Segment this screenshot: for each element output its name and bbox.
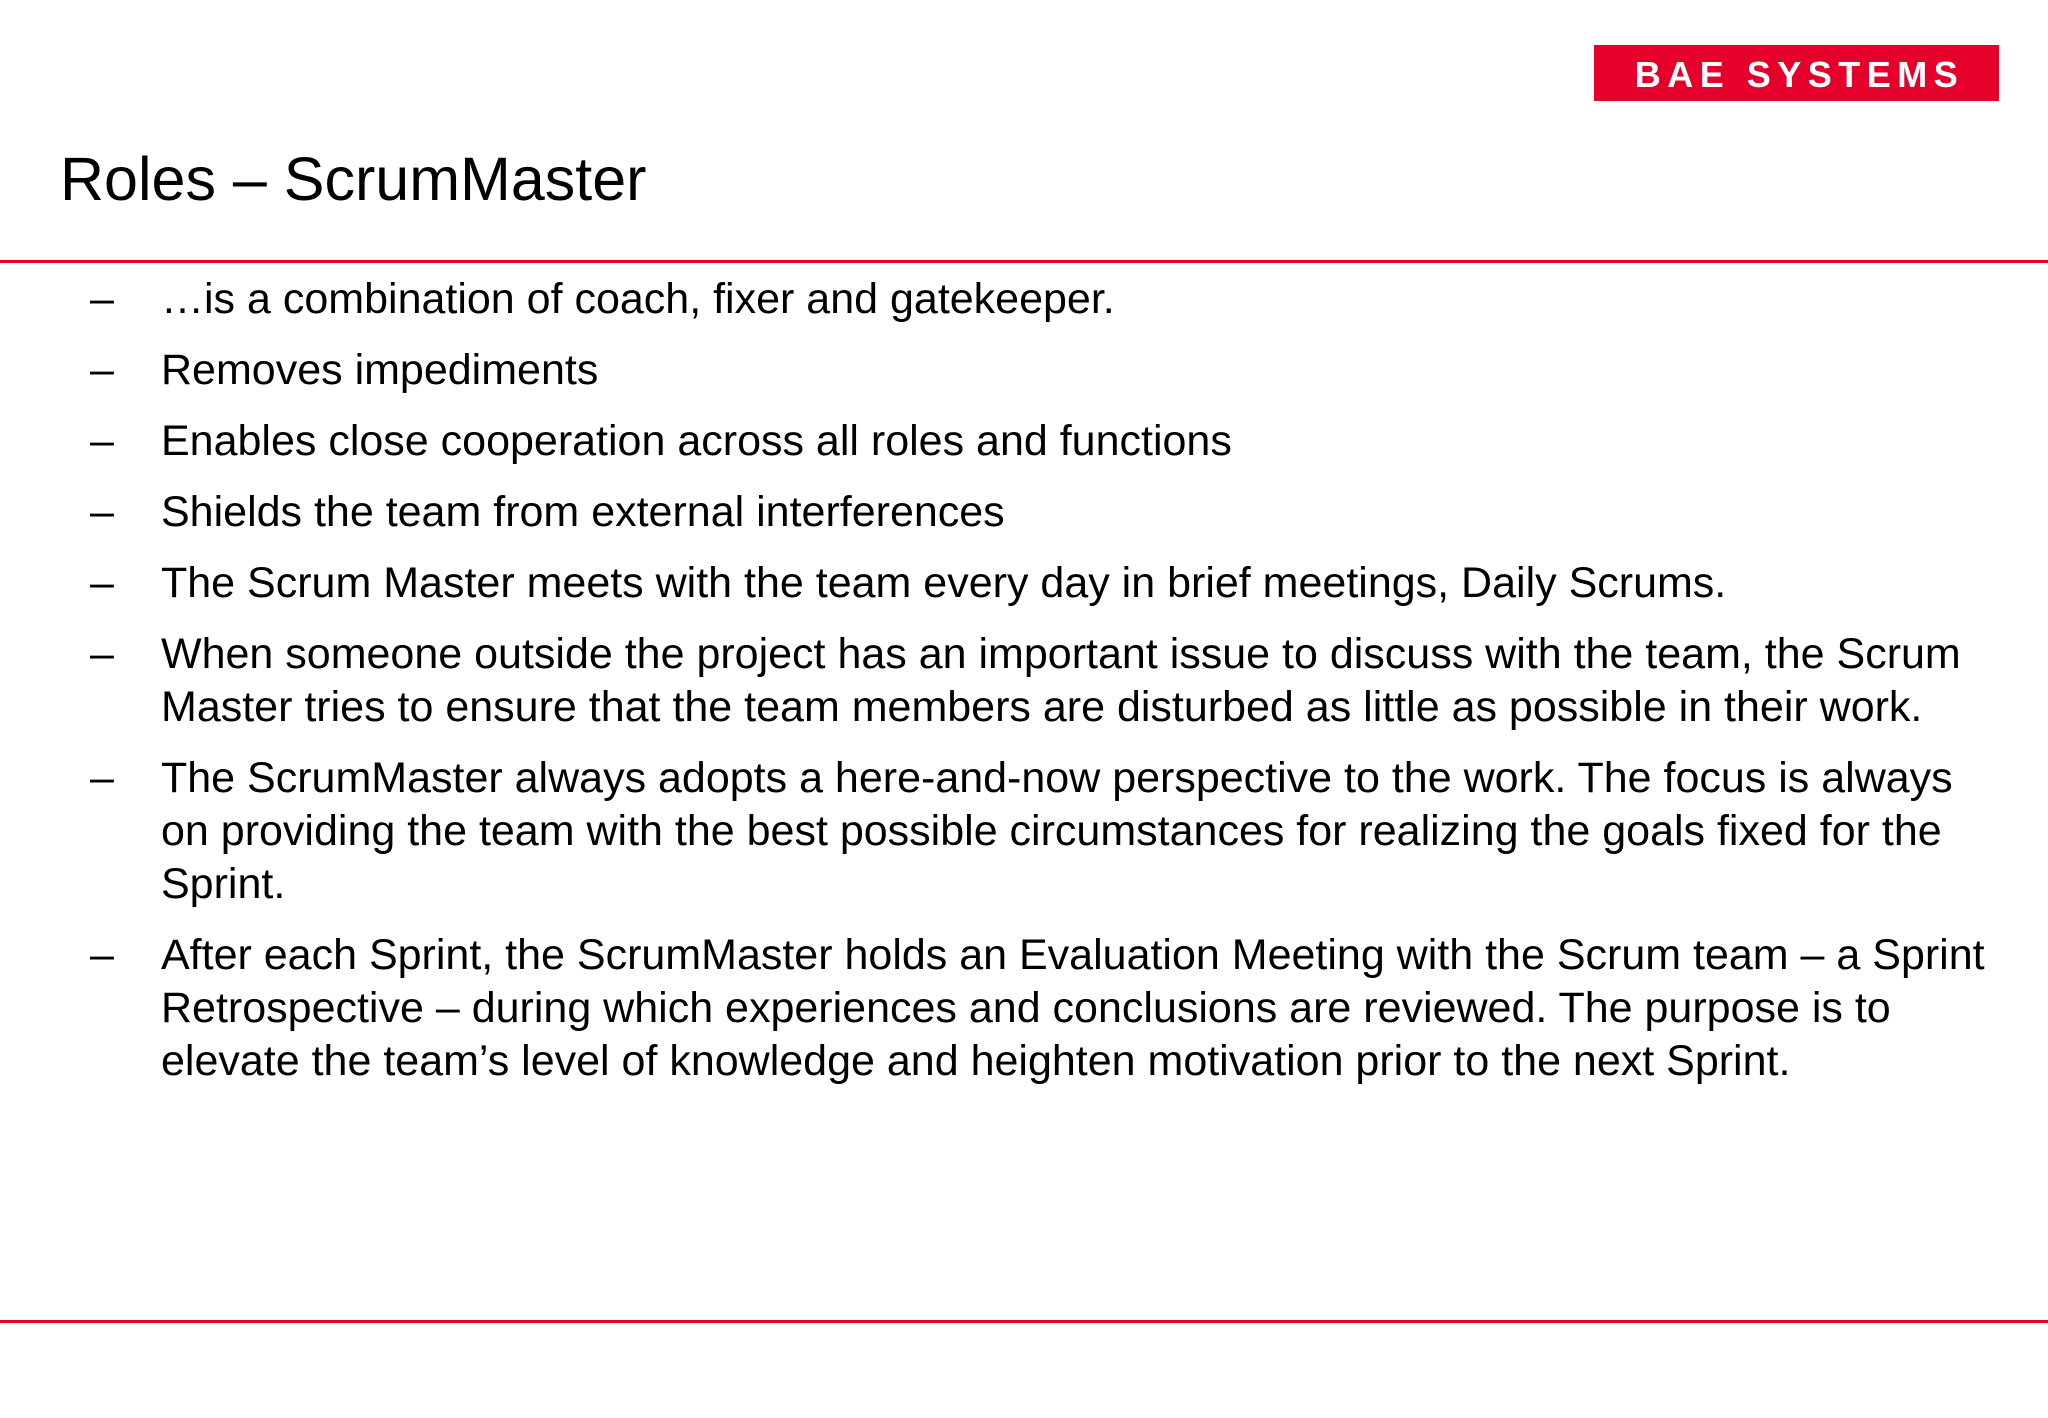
bullet-text: Removes impediments: [161, 346, 599, 394]
bullet-dash: –: [90, 346, 114, 394]
bullet-item: [90, 486, 1990, 539]
footer-area: [0, 1323, 2048, 1418]
bullet-text: …is a combination of coach, fixer and gatekeeper.: [161, 275, 1115, 323]
bullet-item: [90, 929, 1990, 1088]
bullet-item: [90, 273, 1990, 326]
bullet-text: When someone outside the project has an important issue to discuss with the team, the Scrum Master tries to ensure that the team members are disturbed as little as possible in their work.: [161, 630, 1961, 731]
bae-systems-logo: [1594, 45, 1999, 101]
bullet-text: After each Sprint, the ScrumMaster holds an Evaluation Meeting with the Scrum team – a Sprint Retrospective – during which experiences and conclusions are reviewed. The purpose is to elevate the team’s level of knowledge and heighten motivation prior to the next Sprint.: [161, 931, 1985, 1085]
bullet-item: [90, 752, 1990, 911]
slide-title: Roles – ScrumMaster: [60, 145, 647, 213]
bullet-dash: –: [90, 417, 114, 465]
bullet-dash: –: [90, 488, 114, 536]
bullet-dash: –: [90, 931, 114, 979]
bullet-dash: –: [90, 559, 114, 607]
bullet-dash: –: [90, 630, 114, 678]
title-divider: [0, 260, 2048, 263]
bullet-item: [90, 415, 1990, 468]
bullet-text: Enables close cooperation across all roles and functions: [161, 417, 1232, 465]
logo-text: BAE SYSTEMS: [1634, 53, 1965, 95]
bullet-item: [90, 344, 1990, 397]
bullet-text: Shields the team from external interferences: [161, 488, 1005, 536]
bullet-text: The Scrum Master meets with the team every day in brief meetings, Daily Scrums.: [161, 559, 1727, 607]
bullet-dash: –: [90, 275, 114, 323]
bullet-item: [90, 628, 1990, 734]
bullet-list: [90, 273, 1990, 1106]
bullet-item: [90, 557, 1990, 610]
bullet-dash: –: [90, 754, 114, 802]
bullet-text: The ScrumMaster always adopts a here-and-now perspective to the work. The focus is always on providing the team with the best possible circumstances for realizing the goals fixed for the Sprint.: [161, 754, 1953, 908]
